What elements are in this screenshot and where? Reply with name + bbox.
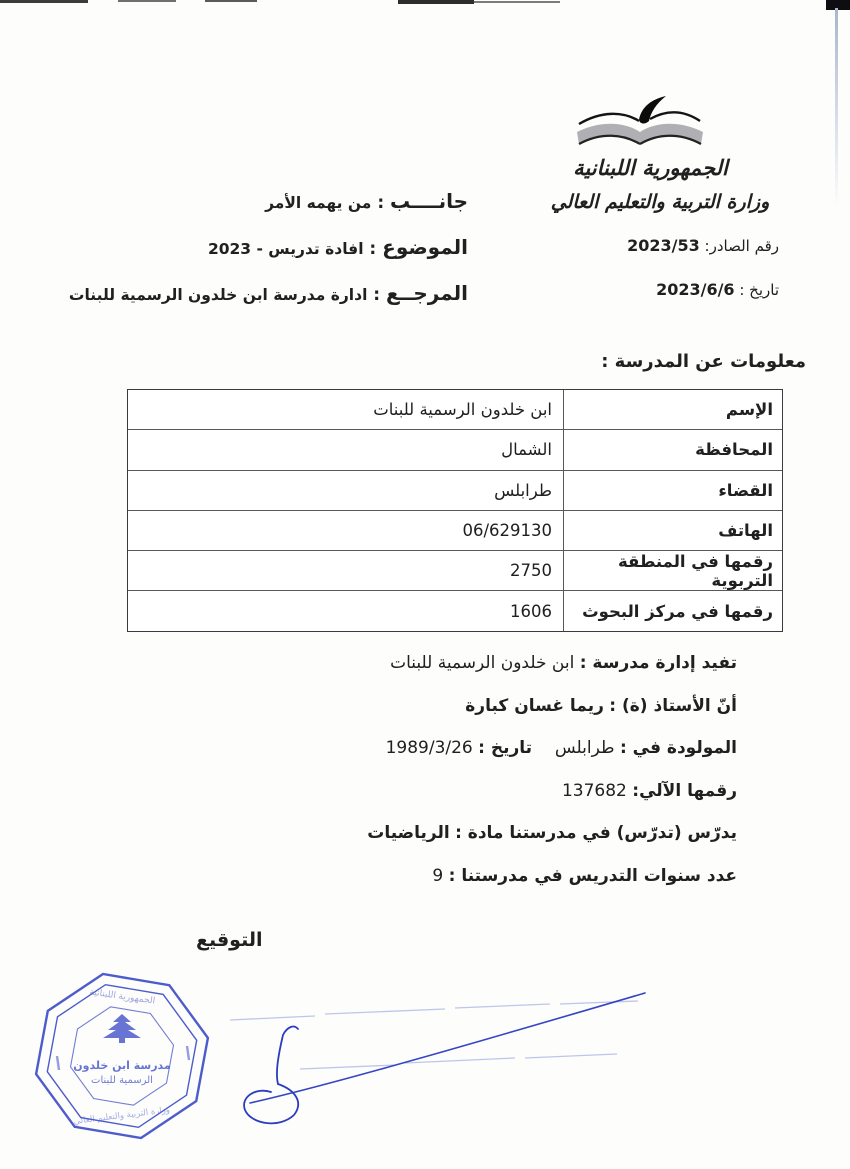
table-row [128,430,782,470]
scan-artifact-page-edge [835,8,838,208]
open-book-logo-icon [573,96,708,158]
addressee-label: جانــــب [390,189,468,213]
serial-number-row [599,236,779,258]
line-value: الرياضيات [367,823,450,843]
row-value: 2750 [510,561,552,581]
stamp-ring-bottom-text: وزارة التربية والتعليم العالي [73,1105,171,1127]
subject-row [108,235,468,262]
ministry-title: وزارة التربية والتعليم العالي [550,191,770,213]
certificate-paragraph [257,653,737,908]
stamp-cedar-icon [103,1014,141,1043]
stamp-center-line2: الرسمية للبنات [91,1075,153,1086]
certificate-line-birth [257,738,737,761]
stamp-center-line1: مدرسة ابن خلدون [73,1059,171,1072]
separator: : [371,193,391,213]
addressing-block [68,189,468,327]
row-value: ابن خلدون الرسمية للبنات [373,400,552,420]
line-value: ابن خلدون الرسمية للبنات [390,653,575,673]
line-value: طرابلس [554,738,615,758]
scan-artifact-top [205,0,257,2]
school-info-table [127,389,783,632]
line-label: تفيد إدارة مدرسة : [579,653,737,673]
table-row [128,390,782,430]
handwritten-signature [175,972,715,1142]
school-info-title: معلومات عن المدرسة : [601,351,806,372]
line-value: 1989/3/26 [385,738,473,758]
date-row [599,280,779,302]
line-value: 137682 [561,780,627,801]
line-label: رقمها الآلي: [632,780,737,801]
certificate-line-teacher [257,696,737,719]
line-label: عدد سنوات التدريس في مدرستنا : [448,865,737,886]
stamp-ring-top-text: الجمهورية اللبنانية [88,987,156,1007]
date-label: تاريخ : [739,281,779,299]
separator: : [367,285,387,305]
certificate-line-years [257,866,737,889]
row-value: 06/629130 [462,521,552,541]
row-label: القضاء [563,471,782,510]
line-label: يدرّس (تدرّس) في مدرستنا مادة : [455,823,737,843]
line-label: المولودة في : [619,738,737,758]
certificate-line-school [257,653,737,676]
serial-number-label: رقم الصادر: [704,237,779,255]
table-row [128,511,782,551]
table-row [128,471,782,511]
certificate-line-id [257,781,737,804]
separator: : [363,239,383,259]
signature-label: التوقيع [196,929,263,951]
subject-label: الموضوع [382,235,468,259]
subject-value: افادة تدريس - 2023 [207,240,364,258]
line-label: أنّ الأستاذ (ة) : [609,695,737,716]
row-value: 1606 [510,601,552,621]
line-value: ريما غسان كبارة [465,695,604,716]
reference-label: المرجــع [386,281,468,305]
scan-artifact-top [398,0,474,4]
row-label: رقمها في المنطقة التربوية [563,551,782,590]
row-value: طرابلس [494,480,552,500]
line-label: تاريخ : [478,738,533,758]
row-label: رقمها في مركز البحوث [563,591,782,630]
scan-artifact-top [118,0,176,2]
table-row [128,591,782,630]
line-value: 9 [432,865,444,886]
row-label: الإسم [563,390,782,429]
reference-row [68,281,468,308]
certificate-line-subject [257,823,737,846]
row-label: المحافظة [563,430,782,469]
reference-block [599,236,779,324]
scan-artifact-corner [826,0,850,10]
date-value: 2023/6/6 [656,280,735,299]
table-row [128,551,782,591]
serial-number-value: 2023/53 [627,236,700,255]
addressee-value: من يهمه الأمر [265,194,372,212]
republic-title: الجمهورية اللبنانية [573,156,728,180]
row-label: الهاتف [563,511,782,550]
scan-artifact-top [0,0,88,3]
reference-value: ادارة مدرسة ابن خلدون الرسمية للبنات [68,286,368,304]
addressee-row [108,189,468,216]
scan-artifact-top [474,1,560,3]
row-value: الشمال [501,440,552,460]
